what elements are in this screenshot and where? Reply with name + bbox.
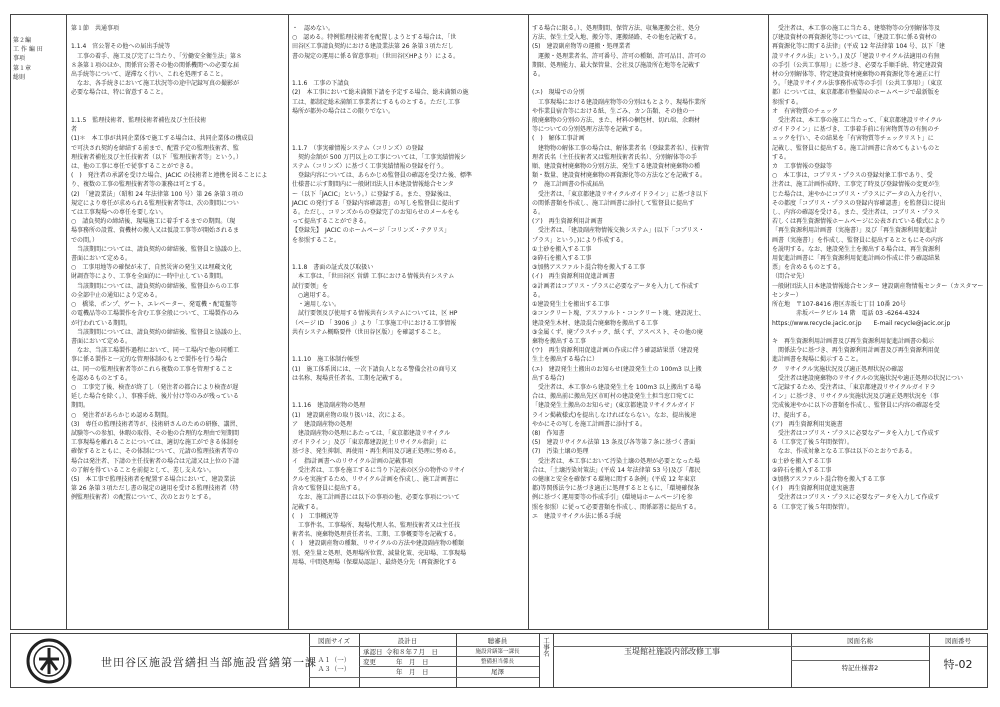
section-label-line: 第２編 [13,37,32,44]
spec-text-line: ○適用する。 [292,291,334,299]
spec-text-line: 本工事は、「世田谷区 営繕 工事における情報共有システム [292,273,455,281]
spec-text-line: ①土砂を搬入する工事 [772,457,832,465]
spec-text-line: 当該期間については、請負契約の締結後、監督員と協議の上、 [71,328,245,336]
spec-text-line: は名称、現場責任者名、工期を記載する。 [292,374,407,382]
drawing-number: 特-02 [943,658,973,671]
spec-text-line: ( ) 建設副産物の種類、リサイクルの方法や建設副産物の種類 [292,540,464,548]
spec-text-line: 1.1.7 （事実確情報システム（コリンズ）の登録 [292,144,424,152]
spec-text-line: を参照すること。 [292,236,341,244]
spec-text-line: 受注者は、本工事の施工に当たって、「東京都建設リサイクル [772,117,943,125]
spec-column-4 [768,14,988,630]
spec-text-line: 工事件名、工事場所、現場代理人名、監理技術者又は主任技 [292,521,461,529]
spec-text-line: 当該期間については、請負契約の締結後、監督員と協議の上、 [71,245,245,253]
spec-text-line: ③加熱アスファルト混合物を搬入する工事 [772,475,886,483]
spec-text-line: 田谷区工事請負契約における建設業法第 26 条第３項ただし [292,43,454,51]
spec-text-line: ①建設発生土を搬出する工事 [532,301,610,309]
change-date: 年 月 日 [396,658,429,666]
spec-text-line: ( ) 発注者の承諾を受けた場合、JACIC の技術者と連携を図ることによ [71,172,268,180]
spec-text-line: 生土を搬出する場合に） [532,356,599,364]
spec-text-line: ー（以下「JACIC」という。）に登録する。また、登録後は、 [292,190,455,198]
spec-text-line: https://www.recycle.jacic.or.jp E-mail recycle@jacic.or.jp [772,319,951,327]
spec-text-line: 1.1.4 官公署その他への届出手続等 [71,43,171,51]
spec-text-line: 事に係る製作と一元的な管理体制のもとで製作を行う場合 [71,356,228,364]
design-date-label: 設計日 [397,637,418,645]
spec-text-line: 例に基づく運用要等の作成手引」(環境局ホームページ)を参 [532,494,693,502]
spec-text-line: ○ 本工事は、コブリス・プラスの登録対象工事であり、受 [772,172,933,180]
spec-text-line: 所在地 〒107-8416 港区赤坂七丁目 10番 20号 [772,301,906,309]
spec-text-line: なお、作成対象となる工事は以下のとおりである。 [772,448,917,456]
spec-text-line: (1) 施工体系図には、一次下請負人となる警備会社の商号又 [292,365,457,373]
spec-text-line: 材の分別解体等、特定建設資材廃棄物の再資源化等を適正に行 [772,71,941,79]
spec-text-line: 運搬・処理業者名、許可番号、許可の種類、許可品目、許可の [532,52,707,60]
section-label [10,14,67,630]
spec-text-line: は、同一の監理技術者等がこれら複数の工事を管理すること [71,365,234,373]
spec-text-line: 当該期間については、請負契約の締結後、監督員からの工事 [71,282,239,290]
spec-text-line: る。 [532,291,545,299]
spec-text-line: って提出することができる。 [292,218,371,226]
spec-text-line: 受注者は建設廃棄物のリサイクルの実施状況や適正処理の状況につい [772,374,964,382]
spec-text-line: 1.1.5 監理技術者、監理技術者補佐及び主任技術 [71,117,207,125]
spec-text-line [292,383,524,392]
spec-text-line: イ 指ⅰ計画書へのリサイクル計画の記載事項 [292,457,413,465]
spec-text-line: 場合は発注者、下請の主任技術者の場合は元請又は上位の下請 [71,457,240,465]
spec-text-line: 期限、処理能力、最大保管量、会社及び施設所在地等を記載す [532,61,701,69]
spec-text-line: の健康と安全を確保する環境に関する条例」(平成 12 年東京 [532,475,696,483]
organization-name: 世田谷区施設営繕担当部施設営繕第一課 [101,656,317,669]
spec-text-line: 試行要領及び使用する情報共有システムについては、区 HP [292,310,458,318]
spec-text-line: る（工事完了後５年間保管）。 [772,439,854,447]
spec-text-line: う。「建設リサイクル法事務作成等の手引（公共工事用）」（東京 [772,80,943,88]
spec-text-line: ライン掲載様式)を提出しなければならない。なお、提出後速 [532,411,697,419]
spec-column-3 [528,14,768,630]
spec-text-line: 1.1.8 書面の証式及び取扱い [292,264,374,272]
spec-text-line: 財調査等により、工事を全面的に一時中止している期間。 [71,273,228,281]
spec-text-line [292,116,524,125]
spec-text-line: 用促進計画書に「再生資源利用促進計画の作成に伴う確認結果 [772,255,941,263]
spec-text-line: 建設副産物の処理にあたっては、「東京都建設リサイクル [292,429,451,437]
spec-text-line: プラス」という。)により作成する。 [532,236,628,244]
spec-text-line: ②コンクリート塊、アスファルト・コンクリート塊、建設泥土、 [532,310,705,318]
spec-text-line: り、複数の工事の監理技術者等の兼務は可とする。 [71,181,210,189]
section-label-line: 事項 [13,55,26,63]
spec-text-line: 1.1.10 施工体制台帳型 [292,356,360,364]
spec-column-1 [67,14,288,630]
spec-text-line: 一般財団法人日本建設情報総合センター 建設副産物情報センター（カスタマーセンター） [772,282,984,299]
spec-text-line: ア 建設副産物の処理 [292,420,353,428]
spec-text-line: 書の規定の運用に係る留意事項」（世田谷区HPより）による。 [292,52,460,60]
spec-text-line: イン」に基づき、リサイクル実施状況及び適正処理状況を（事 [772,393,939,401]
spec-text-line: 確保するとともに、その体制について、元請の監理技術者等の [71,448,239,456]
spec-text-line: る。 [532,71,545,79]
spec-text-line: ③金属くず、廃プラスチック、紙くず、アスベスト、その他の廃 [532,328,703,336]
spec-text-line: 必要な場合は、特に留意すること。 [71,89,168,97]
spec-text-line: 進計画書を現場に掲示すること。 [772,356,863,364]
spec-text-line: 工は、都制定総未満額工事業者にするものとする。ただし工事 [292,98,461,106]
spec-text-line: ②砕石を搬入する工事 [772,466,832,474]
spec-text-line: て記録するため、受注者は、「東京都建設リサイクルガイドラ [772,383,936,391]
spec-text-line: ガイドライン」に基づき、工事着手前に有害物質等の有無のチ [772,126,940,134]
spec-text-line: ・ 認めない。 [292,25,335,32]
spec-text-line: ①土砂を搬入する工事 [532,245,592,253]
spec-text-line: その都度「コブリス・プラスの登録内容確認書」を監督員に提出 [772,199,946,207]
spec-text-line: 【登録先】 JACIC のホームページ「コリンズ・テクリス」 [292,227,451,235]
spec-text-line: での間。） [71,236,99,244]
spec-text-line: 別、発生量と処理、処理場所位置、減量化策、売却場、工事現場 [292,549,467,557]
spec-text-line [292,70,524,79]
spec-text-line: は、他の工事に専任で従事することができる。 [71,163,198,171]
approver-stamp-2: 整備担当係長 [480,659,514,665]
spec-text-line: 記載する。 [292,503,323,511]
spec-text-line: 工事の着手、施工及び完了に当たり、「労働安全衛生法」第８ [71,52,243,60]
spec-text-line [71,33,284,42]
spec-text-line: (ウ) 再生資源利用促進計画の作成に伴う確認結果票（建設発 [532,347,699,355]
spec-text-line: 場事務所の設置、資機材の搬入又は仮設工事等が開始されるま [71,227,240,235]
spec-text-line: 票」を含めるものとする。 [772,264,845,272]
spec-text-line: 基づき、発生抑制、再使用・再生利用及び適正処理に努める。 [292,448,460,456]
spec-text-line: ②計画者はコブリス・プラスに必要なデータを入力して作成す [532,282,699,290]
spec-text-line: 合は、「土壌汚染対策法」(平成 14 年法律第 53 号)及び「都民 [532,466,701,474]
drawing-title: 特記仕様書2 [841,664,879,672]
spec-text-line: 方法、保生土受入地、搬分等、運搬経路、その他を記載する。 [532,34,701,42]
spec-text-line: (5) 建設リサイクル法第 13 条及び各等第７条に基づく書面 [532,439,696,447]
reviewer-label: 聴審員 [487,637,508,645]
spec-text-line: ②砕石を搬入する工事 [532,255,592,263]
spec-text-line: ③加熱アスファルト混合物を搬入する工事 [532,264,646,272]
spec-text-line [71,107,284,116]
spec-text-line: やかにその写しを施工計画書に添付する。 [532,420,647,428]
spec-text-line: の了解を得ていることを前提として、差し支えない。 [71,466,215,474]
spec-text-line: ○ 発注者があらかじめ認める期間。 [71,411,173,419]
spec-text-line: 工事現場を離れることについては、適切な施工ができる体制を [71,439,239,447]
spec-text-line: ○ 橋梁、ポンプ、ゲート、エレベーター、発電機・配電盤等 [71,301,237,309]
spec-text-line: 棄物を搬出する工事 [532,337,587,345]
spec-text-line: ○ 認める。特例監理技術者を配置しようとする場合は、「世 [292,34,457,42]
spec-text-line: (1)＊ 本工事が共同企業体で施工する場合は、共同企業体の構成員 [71,135,254,143]
spec-text-line: (2) 「建設業法」（昭和 24 年法律第 100 号）第 26 条第３項の [71,190,244,198]
spec-text-line: 建設発生木材、建設混合廃棄物を搬出する工事 [532,319,659,327]
spec-text-line: 「再生資源利用計画書（実施書）」及び「再生資源利用促進計 [772,227,938,235]
sheet-size-label: 図面サイズ [318,637,350,645]
spec-text-line: する。 [772,153,791,161]
spec-text-line: を説明する。なお、建設発生土を搬出する場合は、再生資源利 [772,245,941,253]
spec-text-line: 受注者はコブリス・プラスに必要なデータを入力して作成す [772,494,940,502]
spec-text-line: 試行要領」を [292,282,329,290]
spec-text-line: 出する場合) [532,374,565,382]
project-name: 玉堤館社施設内部改修工事 [624,647,720,656]
spec-text-line: る（工事完了後５年間保管）。 [772,503,854,511]
change-label: 変更 [363,658,376,666]
spec-text-line: 類・数量、建設資材廃棄物の再資源化等の方法などを記載する。 [532,172,707,180]
title-block [10,633,988,688]
spec-text-line [532,79,764,88]
spec-text-line: 完成後速やかに以下の書類を作成し、監督員に内容の確認を受 [772,402,941,410]
spec-text-line: 術者名、廃棄物処理責任者名、工期、工事概要等を記載する。 [292,531,461,539]
spec-text-line: る。 [532,209,545,217]
spec-text-line: 1.1.6 工事の下請負 [292,80,350,88]
spec-text-line: 記載し、監督員に提出する。施工計画書に含めてもよいものと [772,144,941,152]
spec-text-line: する場合に限る。）、処理期間、保管方法、収集運搬会社、処分 [532,25,701,32]
spec-text-line: の関係書類を作成し、施工計画書に添付して監督員に提出す [532,199,695,207]
spec-text-line: 試験等への参加、休暇の取得、その他の合理的な理由で短期間 [71,429,240,437]
sheet-size-a1: Ａ１（一） [317,656,351,664]
spec-text-line: 受注者はコブリス・プラスに必要なデータを入力して作成す [772,429,940,437]
approver-stamp-3: 尾澤 [491,668,504,676]
spec-text-line [71,98,284,107]
spec-text-line: や作業員宿舎等における紙、生ごみ、カン缶類、その他の一 [532,107,695,115]
section-label-line: 総則 [13,73,26,81]
spec-text-line: カ 工事情報の登録等 [772,163,833,171]
spec-text-line: 注者は、施工計画作成時、工事完了時及び登録情報の変更が生 [772,181,941,189]
project-label [539,637,553,660]
spec-text-line: ステム（コリンズ）に基づく工事実績情報の登録を行う。 [292,163,448,171]
spec-text-line: 理者氏名（主任技術者又は監理技術者氏名）、分別解体等の手 [532,153,698,161]
spec-text-line: ( ) 工事概況等 [292,512,339,520]
spec-text-line: じた場合は、速やかにコブリス・プラスにデータの入力を行い、 [772,190,946,198]
spec-text-line: 規定により専任が求められる監理技術者等は、次の期間につい [71,199,239,207]
section-label-line: 第１章 [13,64,32,72]
spec-text-line: 者 [71,126,78,134]
spec-text-line: 順、建設資材廃棄物の分別方法、発生する建設資材廃棄物の種 [532,163,701,171]
spec-text-line: 書面において定める。 [71,255,132,263]
spec-text-line: 受注者は、本工事の施工に当たる、建築物等の分別解体等及 [772,25,941,32]
spec-text-line: 1.1.16 建設副産物の処理 [292,402,366,410]
spec-text-line: ウ 施工計画書の作成届出 [532,181,605,189]
spec-text-line: （問合せ先） [772,273,809,281]
spec-text-line: なお、当該工場製作過程において、同一工場内で他の同種工 [71,347,239,355]
spec-text-line: クルを実施するため、リサイクル計画を作成し、施工計画書に [292,475,459,483]
spec-text-line: 再資源化等に関する法律」(平成 12 年法律第 104 号、以下「建 [772,43,946,51]
spec-text-line: (7) 汚染土壌の処理 [532,448,589,456]
project-label-text: 工事名 [542,637,550,657]
spec-text-line: 登録内容については、あらかじめ監督員の確認を受けた後、標準 [292,172,472,180]
spec-text-line: 書面において定める。 [71,337,132,345]
spec-text-line: 例監理技術者）の配置について、次のとおりとする。 [71,494,215,502]
spec-text-line: 期間。 [71,402,90,410]
spec-text-line: 若しくは再生資源情報ホームページに公表されている様式により [772,218,946,226]
spec-text-line: エ 建設リサイクル法に係る手続 [532,512,622,520]
spec-text-line: (5) 建設副産物等の運搬・処理業者 [532,43,631,51]
section-label-line: 工 作 編 田 [13,46,43,54]
spec-text-line: 受注者は、本工事から建設発生土を 100m3 以上搬出する場 [532,383,701,391]
spec-text-line: (2) 本工事において総未満額下請を予定する場合、総未満額の施 [292,89,469,97]
spec-text-line [292,392,524,401]
spec-text-line [292,245,524,254]
spec-text-line: 仕様書に示す期間内に一般財団法人日本建設情報総合センタ [292,181,454,189]
spec-text-line: 受注者は、「東京都建設リサイクルガイドライン」に基づき以下 [532,190,708,198]
spec-text-line: 受注者は、本工事において汚染土壌の処理が必要となった場 [532,457,701,465]
spec-text-line: び建設資材の再資源化等については、「建設工事に係る資材の [772,34,937,42]
spec-text-line: 都）については、東京都都市整備局のホームページで最新版を [772,89,940,97]
spec-text-line: (1) 建設副産物の取り扱いは、次による。 [292,411,409,419]
spec-text-line: 延した場合を除く。）、事務手続、後片付け等のみが残っている [71,393,239,401]
design-date: 令和８年７月 日 [386,648,438,656]
spec-text-line: ・適用しない。 [292,301,341,309]
spec-text-line: 理技術者補佐及び主任技術者（以下「監理技術者等」という。） [71,153,243,161]
spec-text-line: 出手続等について、遅滞なく行い、これを処理すること。 [71,71,227,79]
spec-text-line: 合は、搬出前に搬出先区市町村の建設発生土担当窓口宛てに [532,393,695,401]
spec-text-line: ８条第１項のほか、関係官公署その他の関係機関への必要な届 [71,61,240,69]
spec-text-line: ○ 工事完了後、検査が終了し（発注者の都合により検査が遅 [71,383,239,391]
spec-text-line: 受注者は、工事を施工するに当り下記表の区分の物件のリサイ [292,466,466,474]
spec-text-line: 関係法令に基づき、再生資源利用計画書及び再生資源利用促 [772,347,940,355]
spec-text-line: 含めて監督員に提出する。 [292,485,365,493]
spec-text-line: ( ) 解体工事計画 [532,135,585,143]
spec-text-line: け、提出する。 [772,411,814,419]
spec-text-line: オ 有害物質のチェック [772,107,838,115]
spec-text-line: 設リサイクル法」という。) 及び「建設リサイクル法適用の有無 [772,52,940,60]
spec-text-line: の手引（公共工事用）」に基づき、必要な手順手続、特定建設資 [772,61,943,69]
spec-text-line: の電機品等の工場製作を含む工事全般について、工場製作のみ [71,310,239,318]
spec-text-line: で可決され契約を締結する前まで、配置予定の監理技術者、監 [71,144,239,152]
spec-text-line: (エ) 現場での分別 [532,89,585,97]
spec-text-line: ガイドライン」及び「東京都建設泥土リサイクル指針」に [292,439,447,447]
spec-text-line [292,346,524,355]
spec-text-line: の全部中止の通知により定める。 [71,291,162,299]
spec-text-line: し、内容の確認を受ける。また、受注者は、コブリス・プラス [772,209,940,217]
spec-text-line: 都)等関係法令に基づき適正に処理するとともに、「環境確保条 [532,485,700,493]
spec-text-line [292,61,524,70]
spec-text-line: 般廃棄物の分別の方法、また、材料の梱包材、切れ端、余剰材 [532,117,701,125]
ward-emblem-icon [25,637,73,685]
spec-text-line [292,254,524,263]
spec-column-2 [288,14,528,630]
spec-text-line: 契約金額が 500 万円以上の工事については、「工事実績情報シ [292,153,467,161]
spec-text-line: る。ただし、コリンズからの登録完了のお知らせのメールをも [292,209,460,217]
spec-text-line: なお、施工計画書には以下の事項の他、必要な事項について [292,494,460,502]
spec-text-line: 第１節 共通事項 [71,25,120,32]
spec-text-line [292,134,524,143]
spec-text-line: キ 再生資源利用計画書及び再生資源利用促進計画書の掲示 [772,337,935,345]
spec-text-line: (8) 作知書 [532,429,565,437]
spec-text-line: 照を参照）に従って必要書類を作成し、関係部署に提出する。 [532,503,701,511]
spec-text-line: 画書（実施書）」を作成し、監督員に提出するとともにその内容 [772,236,944,244]
spec-text-line: 場所が都外の場合はこの限りでない。 [292,107,395,115]
spec-text-line: を認めるものとする。 [71,374,132,382]
sheet-size-a3: Ａ３（一） [317,665,351,673]
spec-text-line [292,337,524,346]
approver-stamp-1: 施設営繕第一課長 [475,649,520,655]
spec-text-line: ク リサイクル実施状況及び適正処理状況の確認 [772,365,904,373]
spec-text-line: が行われている期間。 [71,319,132,327]
drawing-title-label: 図面名称 [847,637,873,645]
spec-text-line: ては工事現場への専任を要しない。 [71,209,168,217]
spec-text-line: (5) 本工事で監理技術者を配置する場合において、建設業法 [71,475,236,483]
spec-text-line [772,328,984,337]
spec-text-line: (イ) 再生資源利用促進計画書 [532,273,615,281]
spec-text-line: （ページ ID 「 3906 」）より「工事施工中における工事情報 [292,319,457,327]
spec-text-line: ○ 工事用地等の確保が未了、自然災害の発生又は埋蔵文化 [71,264,233,272]
spec-text-line: 用場、中間処理場（保環局認証）、最終処分先（再資源化する [292,558,458,566]
spec-text-line: 第 26 条第３項ただし書の規定の適用を受ける監理技術者（特 [71,485,239,493]
spec-text-line: 共有システム概略要件（世田谷区版）」を確認すること。 [292,328,445,336]
spec-text-line: 赤坂パークビル 14 階 電話 03 -6264-4324 [772,310,920,318]
spec-text-line: 参照する。 [772,98,803,106]
spec-text-line: なお、各手続きにおいて施工状況等の途中記録写真の撮影が [71,80,240,88]
drawing-number-label: 図面番号 [945,637,971,645]
approval-date-label: 承認日 [363,648,383,656]
spec-text-line: (3) 専任の監理技術者等が、技術研さんのための研修、講習、 [71,420,242,428]
spec-text-line: JACIC の発行する「登録内容確認書」の写しを監督員に提出す [292,199,460,207]
spec-text-line: (ア) 再生資源利用実施書 [772,420,843,428]
spec-text-line: 「建設発生土搬出のお知らせ」(東京都建設リサイクルガイド [532,402,696,410]
spec-text-line: (エ) 建設発生土搬出のお知らせ(建設発生土の 100m3 以上搬 [532,365,702,373]
spec-text-line: 建物物の解体工事の場合は、解体業者名（登録業者名）、技術管 [532,144,710,152]
spec-text-line: 工事現場における建設副産物等の分別はもとより、現場作業所 [532,98,707,106]
spec-text-line: 受注者は、「建設副産物情報交換システム」(以下「コブリス・ [532,227,705,235]
spec-text-line [292,125,524,134]
spec-text-line: ェックを行い、その結果を「有害物質等チェックリスト」に [772,135,934,143]
spec-text-line: (イ) 再生資源利用促進実施書 [772,485,855,493]
spec-text-line: ○ 請負契約の締結後、現場施工に着手するまでの期間。（現 [71,218,236,226]
change-date-2: 年 月 日 [396,668,429,676]
spec-text-line: 等についての分別処理方法等を記載する。 [532,126,646,134]
spec-text-line: (ア) 再生資源利用計画書 [532,218,603,226]
